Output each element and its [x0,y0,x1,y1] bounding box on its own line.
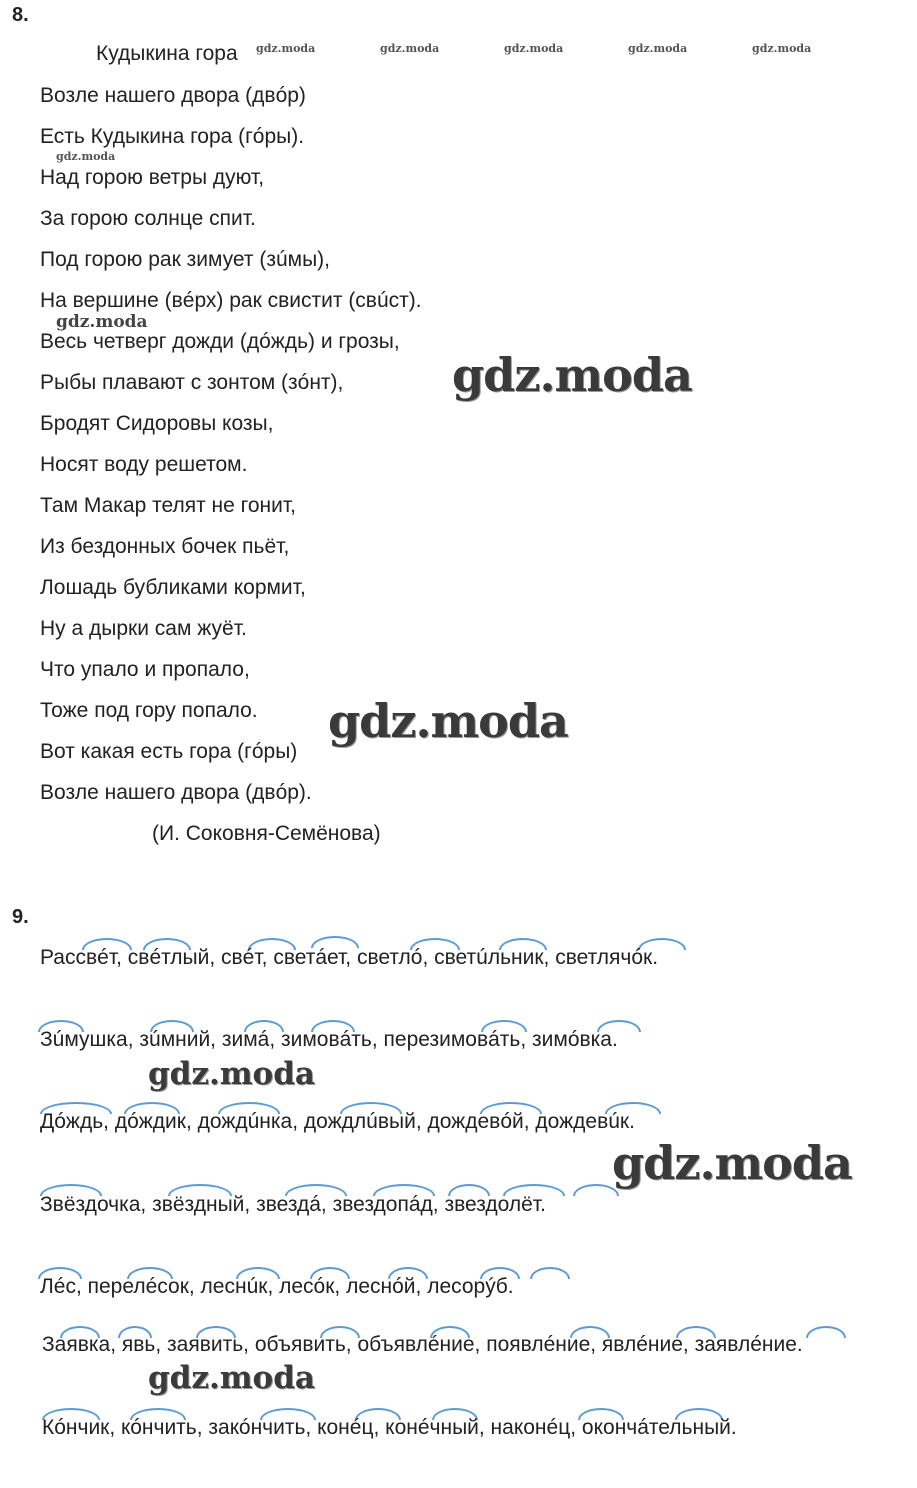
cognate-line: Зúмушка, зúмний, зимá, зимовáть, перезимовáть, зимóвка. [40,1028,618,1051]
poem-line: Возле нашего двора (двóр) [40,84,306,107]
watermark: gdz.moda [504,42,564,55]
poem-line: Лошадь бубликами кормит, [40,576,306,599]
poem-line: Бродят Сидоровы козы, [40,412,274,435]
poem-line: Вот какая есть гора (гóры) [40,740,298,763]
watermark: gdz.moda [452,348,692,402]
poem-line: Над горою ветры дуют, [40,166,265,189]
poem-author: (И. Соковня-Семёнова) [152,822,381,845]
watermark: gdz.moda [612,1136,852,1190]
exercise-8-number: 8. [12,4,29,26]
watermark: gdz.moda [56,312,148,332]
watermark: gdz.moda [256,42,316,55]
cognate-line: Кóнчик, кóнчить, закóнчить, конéц, конéчный, наконéц, окончáтельный. [42,1416,737,1439]
poem-line: Под горою рак зимует (зúмы), [40,248,330,271]
watermark: gdz.moda [628,42,688,55]
cognate-line: Рассвéт, свéтлый, свéт, светáет, светлó, светúльник, светлячóк. [40,946,659,969]
watermark: gdz.moda [56,150,116,163]
watermark: gdz.moda [148,1056,315,1092]
poem-title: Кудыкина гора [96,42,238,65]
poem-line: Из бездонных бочек пьёт, [40,535,290,558]
poem-line: Там Макар телят не гонит, [40,494,296,517]
cognate-line: Звёздочка, звёздный, звездá, звездопáд, звездолёт. [40,1193,546,1216]
exercise-9-number: 9. [12,906,29,928]
poem-line: Рыбы плавают с зонтом (зóнт), [40,371,344,394]
cognate-line: Лéс, перелéсок, леснúк, лесóк, леснóй, лесорýб. [40,1275,514,1298]
cognate-line: Заявка, явь, заявить, объявить, объявлéние, появлéние, явлéние, заявлéние. [42,1333,803,1356]
poem-line: Ну а дырки сам жуёт. [40,617,247,640]
poem-line: Есть Кудыкина гора (гóры). [40,125,305,148]
watermark: gdz.moda [148,1360,315,1396]
watermark: gdz.moda [380,42,440,55]
poem-line: Тоже под гору попало. [40,699,258,722]
poem-line: Носят воду решетом. [40,453,248,476]
watermark: gdz.moda [328,694,568,748]
poem-line: За горою солнце спит. [40,207,256,230]
watermark: gdz.moda [752,42,812,55]
poem-line: На вершине (вéрх) рак свистит (свúст). [40,289,422,312]
poem-line: Весь четверг дожди (дóждь) и грозы, [40,330,400,353]
cognate-line: Дóждь, дóждик, дождúнка, дождлúвый, дождевóй, дождевúк. [40,1110,635,1133]
poem-line: Что упало и пропало, [40,658,250,681]
poem-line: Возле нашего двора (двóр). [40,781,312,804]
